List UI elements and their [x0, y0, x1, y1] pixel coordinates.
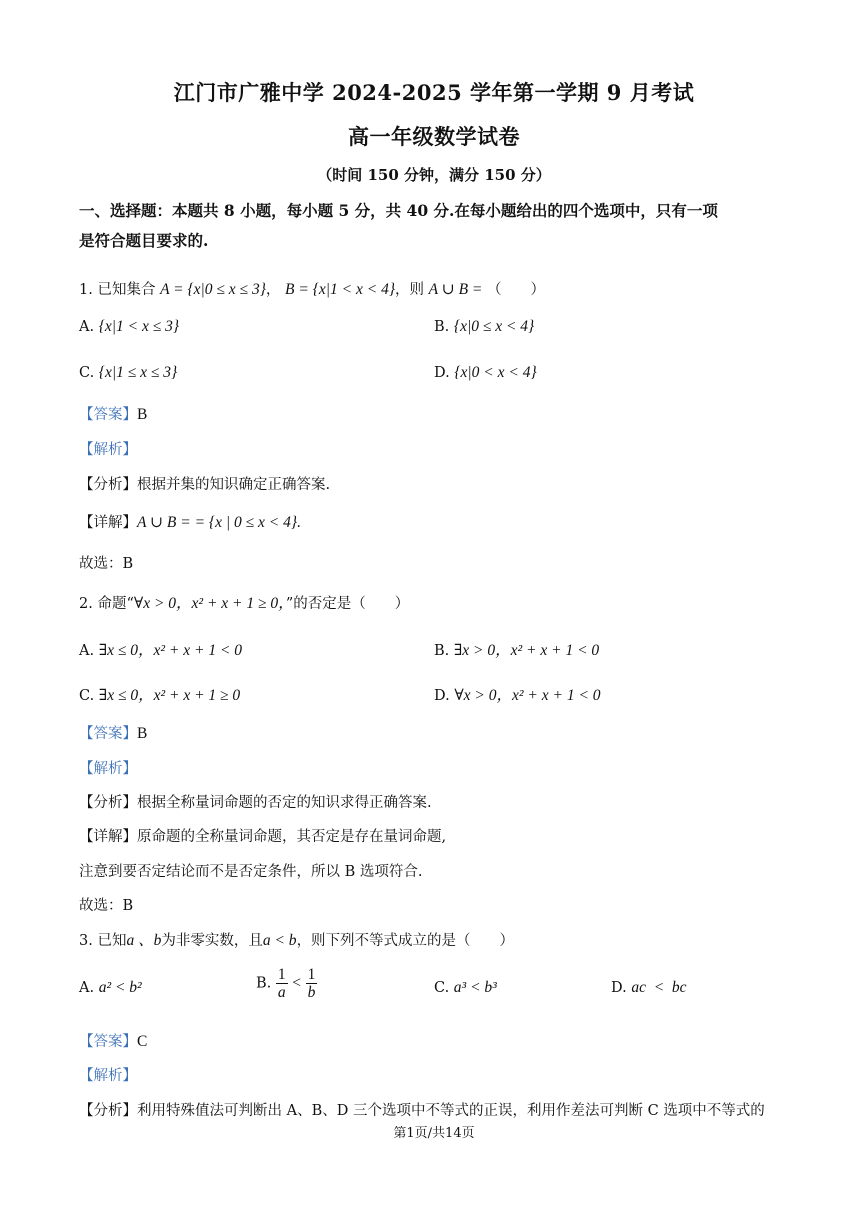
q1-set-b: B = {x|1 < x < 4}	[285, 281, 396, 298]
q1-prefix: 1. 已知集合	[79, 282, 156, 298]
exam-time-note: （时间 150 分钟，满分 150 分）	[317, 166, 551, 184]
q1-mid: ，	[265, 282, 281, 298]
section-heading-line2: 是符合题目要求的.	[79, 231, 209, 250]
q3-answer: 【答案】C	[79, 1033, 148, 1050]
q1-option-b: B. {x|0 ≤ x < 4}	[434, 318, 535, 335]
q2-answer: 【答案】B	[79, 725, 148, 742]
q1-analysis-tag: 【解析】	[79, 442, 137, 458]
page-footer: 第1页/共14页	[393, 1126, 475, 1141]
q3-option-a: A. a² < b²	[79, 979, 142, 996]
q2-detail: 【详解】原命题的全称量词命题，其否定是存在量词命题,	[79, 829, 447, 845]
question-2: 2. 命题“∀x > 0，x² + x + 1 ≥ 0，”的否定是（ ）	[79, 595, 410, 612]
section-heading-line1: 一、选择题：本题共 8 小题，每小题 5 分，共 40 分.在每小题给出的四个选项中，只有一项	[79, 201, 718, 220]
q3-option-c: C. a³ < b³	[434, 979, 497, 996]
question-3: 3. 已知a 、b为非零实数，且a < b，则下列不等式成立的是（ ）	[79, 932, 515, 949]
q2-option-a: A. ∃x ≤ 0，x² + x + 1 < 0	[79, 642, 243, 659]
question-1	[79, 278, 545, 299]
exam-subtitle: 高一年级数学试卷	[348, 124, 520, 149]
exam-title: 江门市广雅中学 2024-2025 学年第一学期 9 月考试	[173, 80, 695, 105]
q2-detail-2: 注意到要否定结论而不是否定条件，所以 B 选项符合.	[79, 864, 423, 880]
q1-detail: 【详解】A ∪ B = = {x | 0 ≤ x < 4}.	[79, 514, 301, 531]
q1-set-a: A = {x|0 ≤ x ≤ 3}	[160, 281, 266, 298]
q2-option-c: C. ∃x ≤ 0，x² + x + 1 ≥ 0	[79, 687, 241, 704]
q3-option-b: B. $\frac{1}{a}$ < $\frac{1}{b}$	[256, 966, 316, 1001]
q1-option-a: A. {x|1 < x ≤ 3}	[79, 318, 180, 335]
q3-analysis-tag: 【解析】	[79, 1068, 137, 1084]
q1-option-c: C. {x|1 ≤ x ≤ 3}	[79, 364, 178, 381]
q1-fenxi: 【分析】根据并集的知识确定正确答案.	[79, 477, 331, 493]
q1-option-d: D. {x|0 < x < 4}	[434, 364, 537, 381]
q3-option-d: D. ac < bc	[611, 979, 687, 996]
q3-fenxi: 【分析】利用特殊值法可判断出 A、B、D 三个选项中不等式的正误，利用作差法可判断 C 选项中不等式的	[79, 1103, 765, 1119]
q1-expr: A ∪ B =	[428, 281, 483, 298]
q2-analysis-tag: 【解析】	[79, 761, 137, 777]
q2-option-b: B. ∃x > 0，x² + x + 1 < 0	[434, 642, 600, 659]
q3-b-frac-left: $\frac{1}{a}$	[277, 966, 286, 1001]
q1-choose: 故选：B	[79, 556, 134, 572]
q2-choose: 故选：B	[79, 898, 134, 914]
q2-fenxi: 【分析】根据全称量词命题的否定的知识求得正确答案.	[79, 795, 432, 811]
q1-suffix2: （ ）	[486, 282, 545, 298]
q3-b-frac-right: $\frac{1}{b}$	[307, 966, 316, 1001]
q2-option-d: D. ∀x > 0，x² + x + 1 < 0	[434, 687, 601, 704]
section-heading	[79, 196, 799, 256]
q1-answer: 【答案】B	[79, 406, 148, 423]
q1-suffix1: ，则	[395, 282, 425, 298]
